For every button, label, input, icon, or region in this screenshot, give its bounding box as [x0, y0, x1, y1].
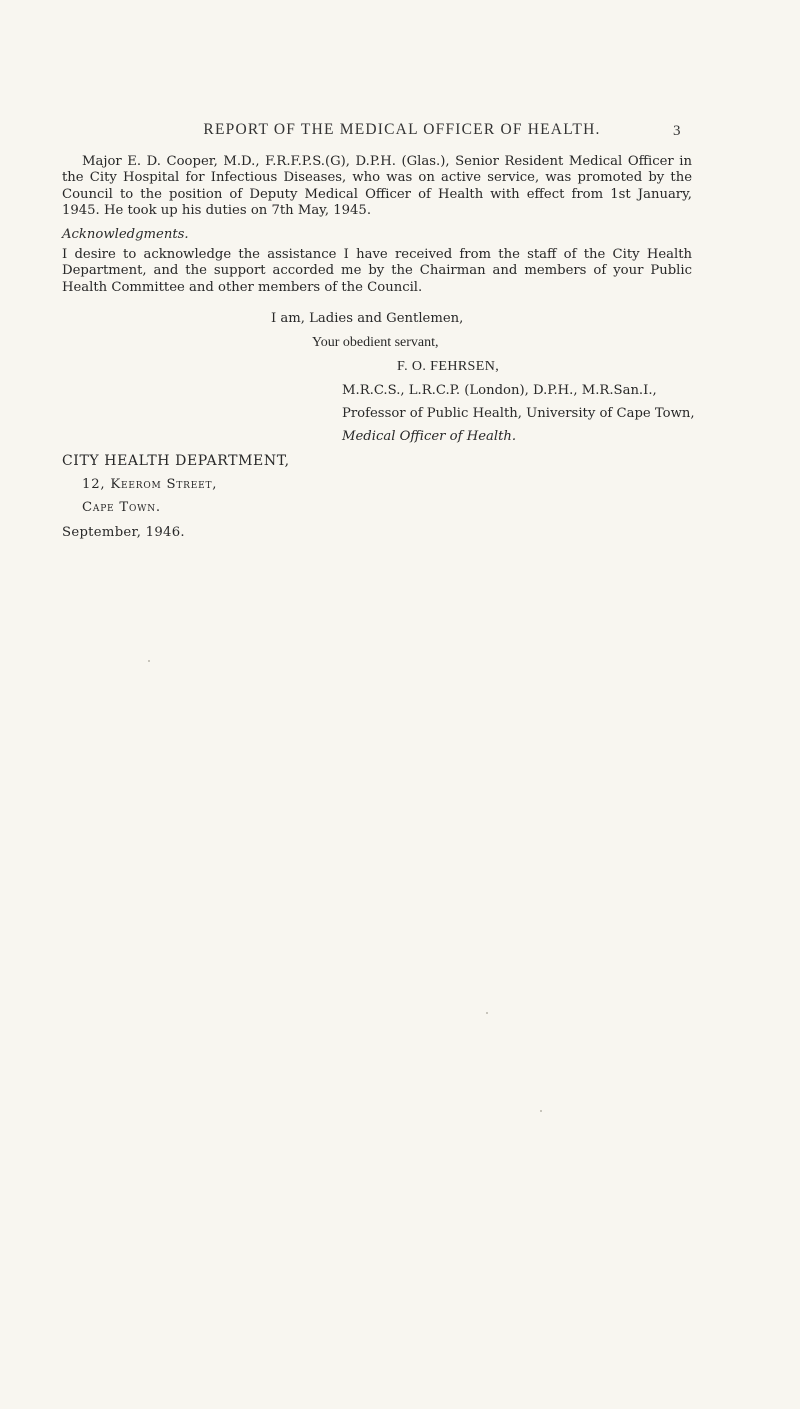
signer-name: F. O. FEHRSEN,	[397, 359, 500, 374]
paragraph-deputy-appointment: Major E. D. Cooper, M.D., F.R.F.P.S.(G), D.P.H. (Glas.), Senior Resident Medical Officer in the City Hospital for Infectious Diseases, who was on active service, was promoted by the Council to the position of Deputy Medical Officer of Health with effect from 1st January, 1945. He took up his duties on 7th May, 1945.	[62, 154, 692, 219]
paragraph-acknowledgments: I desire to acknowledge the assistance I have received from the staff of the City Health Department, and the support accorded me by the Chairman and members of your Public Health Committee and other members of the Council.	[62, 247, 692, 295]
address-department: CITY HEALTH DEPARTMENT,	[62, 453, 290, 469]
paper-speck	[148, 660, 150, 662]
document-date: September, 1946.	[62, 525, 185, 540]
acknowledgments-heading: Acknowledgments.	[62, 227, 189, 242]
signer-qualifications: M.R.C.S., L.R.C.P. (London), D.P.H., M.R.San.I.,	[342, 383, 657, 398]
obedient-servant: Your obedient servant,	[312, 335, 439, 350]
paper-speck	[486, 1012, 488, 1014]
salutation: I am, Ladies and Gentlemen,	[271, 311, 464, 326]
signer-role: Medical Officer of Health.	[342, 429, 517, 444]
paper-speck	[540, 1110, 542, 1112]
running-title: REPORT OF THE MEDICAL OFFICER OF HEALTH.	[203, 121, 601, 138]
signer-professorship: Professor of Public Health, University of Cape Town,	[342, 406, 695, 421]
page-number: 3	[673, 123, 681, 139]
address-city: Cape Town.	[82, 500, 161, 515]
address-street: 12, Keerom Street,	[82, 477, 218, 492]
